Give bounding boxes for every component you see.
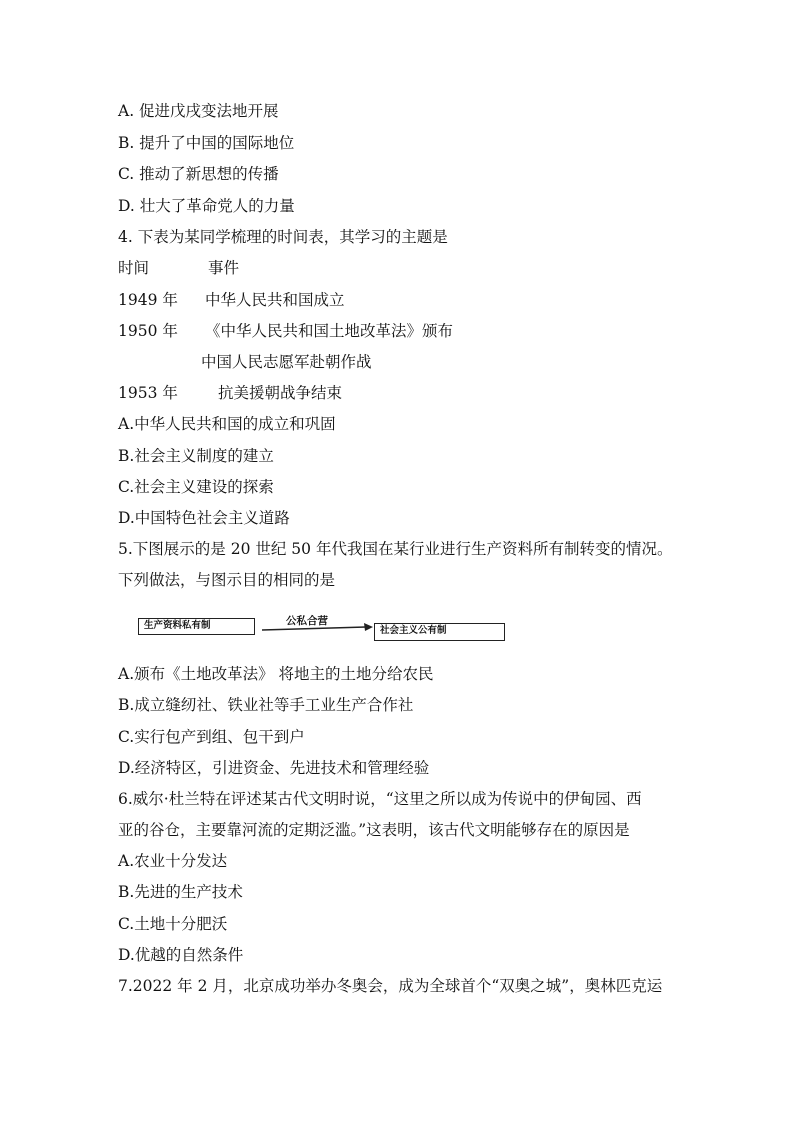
q5-option-d: D.经济特区，引进资金、先进技术和管理经验 (118, 759, 430, 777)
q3-option-d: D. 壮大了革命党人的力量 (118, 197, 295, 215)
q4-option-d: D.中国特色社会主义道路 (118, 509, 290, 527)
diagram-box-private-ownership: 生产资料私有制 (138, 618, 255, 635)
q3-option-a: A. 促进戊戌变法地开展 (118, 102, 279, 120)
q4-row-time: 1949 年 (118, 291, 178, 309)
q4-header-event: 事件 (208, 259, 240, 277)
q6-option-c: C.土地十分肥沃 (118, 915, 228, 933)
q7-stem-line1: 7.2022 年 2 月，北京成功举办冬奥会，成为全球首个“双奥之城”，奥林匹克运 (118, 977, 663, 995)
q4-row-event: 中华人民共和国成立 (205, 291, 345, 309)
q4-row-time: 1950 年 (118, 322, 178, 340)
q4-row-time: 1953 年 (118, 384, 178, 402)
q4-row-event: 抗美援朝战争结束 (218, 384, 343, 402)
q6-stem-line1: 6.威尔·杜兰特在评述某古代文明时说，“这里之所以成为传说中的伊甸园、西 (118, 790, 642, 808)
diagram-box-public-ownership: 社会主义公有制 (374, 623, 505, 641)
diagram-arrow-label: 公私合营 (286, 615, 328, 627)
q6-stem-line2: 亚的谷仓，主要靠河流的定期泛滥。”这表明，该古代文明能够存在的原因是 (118, 821, 630, 839)
q3-option-c: C. 推动了新思想的传播 (118, 165, 279, 183)
q4-header-time: 时间 (118, 259, 150, 277)
q5-option-b: B.成立缝纫社、铁业社等手工业生产合作社 (118, 696, 414, 714)
q3-option-b: B. 提升了中国的国际地位 (118, 134, 295, 152)
q4-stem: 4. 下表为某同学梳理的时间表，其学习的主题是 (118, 228, 448, 246)
q4-row-event: 中国人民志愿军赴朝作战 (201, 353, 372, 371)
q6-option-d: D.优越的自然条件 (118, 946, 244, 964)
q5-stem-line1: 5.下图展示的是 20 世纪 50 年代我国在某行业进行生产资料所有制转变的情况。 (118, 540, 673, 558)
q5-option-c: C.实行包产到组、包干到户 (118, 728, 305, 746)
q5-option-a: A.颁布《土地改革法》 将地主的土地分给农民 (118, 665, 434, 683)
q4-option-c: C.社会主义建设的探索 (118, 478, 274, 496)
q5-stem-line2: 下列做法，与图示目的相同的是 (118, 571, 336, 589)
q4-option-b: B.社会主义制度的建立 (118, 447, 274, 465)
arrow-right-icon (262, 621, 374, 633)
q4-option-a: A.中华人民共和国的成立和巩固 (118, 415, 336, 433)
q4-row-event: 《中华人民共和国土地改革法》颁布 (205, 322, 454, 340)
q6-option-b: B.先进的生产技术 (118, 883, 243, 901)
q6-option-a: A.农业十分发达 (118, 852, 228, 870)
